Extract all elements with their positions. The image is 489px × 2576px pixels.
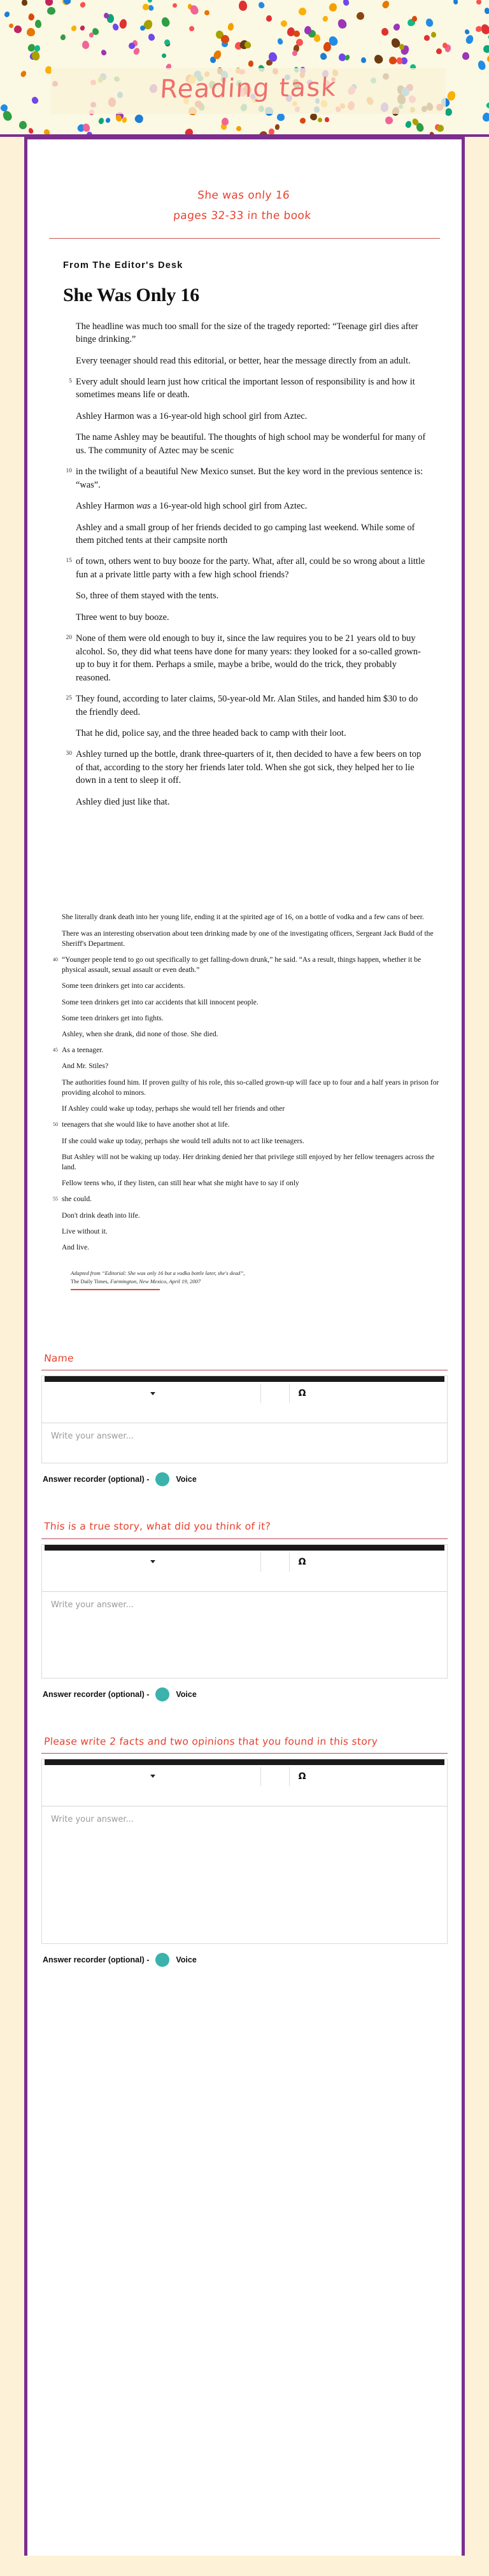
source-line-2 xyxy=(71,1277,418,1285)
confetti-dot xyxy=(82,40,90,49)
article-paragraph xyxy=(49,981,440,991)
editor-toolbar xyxy=(42,1551,447,1573)
bottom-padding xyxy=(27,1983,462,2009)
line-number xyxy=(63,500,76,512)
confetti-dot xyxy=(258,130,269,137)
line-number xyxy=(49,1227,62,1237)
article-paragraph xyxy=(49,1045,440,1055)
paragraph-text: If she could wake up today, perhaps she would tell adults not to act like teenagers. xyxy=(62,1136,304,1145)
confetti-dot xyxy=(329,3,338,12)
confetti-dot xyxy=(314,34,321,42)
confetti-dot xyxy=(360,57,366,64)
confetti-dot xyxy=(392,22,401,32)
confetti-dot xyxy=(483,45,489,53)
confetti-dot xyxy=(266,15,272,22)
confetti-dot xyxy=(304,26,311,35)
special-character-button[interactable] xyxy=(290,1765,443,1788)
question-list xyxy=(27,1351,462,1983)
article-paragraph xyxy=(49,929,440,949)
article-paragraph xyxy=(63,589,426,602)
line-number xyxy=(49,929,62,949)
line-number xyxy=(49,997,62,1008)
confetti-dot xyxy=(405,120,413,129)
answer-recorder xyxy=(41,1687,448,1701)
article-paragraph xyxy=(49,1227,440,1237)
confetti-dot xyxy=(372,53,384,64)
toolbar-second-row xyxy=(42,1788,447,1806)
article-paragraph xyxy=(49,1061,440,1071)
paragraph-text: None of them were old enough to buy it, since the law requires you to be 21 years old to buy alcohol. So, they did what teens have done for many years: they looked for a so-called grown-up to buy it for them. Perhaps a smile, maybe a bribe, would do the trick, they probably reasoned. xyxy=(76,633,421,683)
card-wrapper xyxy=(13,137,476,2556)
confetti-dot xyxy=(47,6,55,15)
confetti-dot xyxy=(13,25,22,33)
confetti-dot xyxy=(43,128,51,136)
article-paragraph xyxy=(63,693,426,719)
confetti-dot xyxy=(172,3,178,8)
toolbar-spacer xyxy=(261,1382,289,1405)
record-button-icon[interactable] xyxy=(155,1687,169,1701)
paragraph-text: But Ashley will not be waking up today. Her drinking denied her that privilege still enjoyed by her fellow teenagers across the land. xyxy=(62,1152,435,1171)
paragraph-text: “Younger people tend to go out specifically to get falling-down drunk,” he said. “As a result, things happen, whether it be physical assault, sexual assault or even death.” xyxy=(62,955,422,975)
paragraph-text: Ashley died just like that. xyxy=(76,796,170,807)
confetti-dot xyxy=(45,0,53,6)
confetti-dot xyxy=(184,127,195,137)
confetti-dot xyxy=(31,95,39,105)
confetti-dot xyxy=(22,0,27,6)
article-paragraph xyxy=(63,355,426,367)
article-source xyxy=(71,1269,418,1285)
answer-editor xyxy=(41,1376,448,1463)
confetti-dot xyxy=(342,0,349,6)
paragraph-text: Three went to buy booze. xyxy=(76,612,169,623)
source-line-1: Adapted from “Editorial: She was only 16 but a vodka bottle later, she's dead”, xyxy=(71,1270,245,1277)
voice-label[interactable]: Voice xyxy=(176,1475,197,1484)
line-number xyxy=(63,431,76,457)
article-paragraph xyxy=(49,1194,440,1204)
confetti-dot xyxy=(239,1,248,11)
confetti-dot xyxy=(20,70,28,78)
paragraph-text: Ashley and a small group of her friends decided to go camping last weekend. While some of them pitched tents at their campsite north xyxy=(76,522,415,546)
confetti-dot xyxy=(70,25,77,32)
source-publication: The Daily Times, xyxy=(71,1277,109,1284)
article-paragraph xyxy=(63,500,426,512)
paragraph-text: in the twilight of a beautiful New Mexico sunset. But the key word in the previous sentence is: “was”. xyxy=(76,467,423,490)
paragraph-text: And Mr. Stiles? xyxy=(62,1062,109,1071)
confetti-dot xyxy=(161,53,167,59)
content-card xyxy=(24,137,465,2556)
confetti-dot xyxy=(464,29,470,35)
confetti-dot xyxy=(291,50,298,57)
confetti-dot xyxy=(462,52,469,60)
chevron-down-icon[interactable] xyxy=(150,1392,155,1395)
confetti-dot xyxy=(4,11,11,18)
line-number: 10 xyxy=(66,468,72,475)
line-number xyxy=(49,981,62,991)
line-number: 20 xyxy=(66,635,72,642)
confetti-dot xyxy=(476,0,483,6)
confetti-dot xyxy=(164,39,171,45)
paragraph-text: They found, according to later claims, 50-year-old Mr. Alan Stiles, and handed him $30 to do the friendly deed. xyxy=(76,694,418,717)
confetti-dot xyxy=(412,16,418,22)
line-number xyxy=(63,727,76,740)
paragraph-text: Every teenager should read this editorial, or better, hear the message directly from an adult. xyxy=(76,355,411,366)
question-label: Please write 2 facts and two opinions that you found in this story xyxy=(43,1735,378,1747)
paragraph-text: She literally drank death into her young life, ending it at the spirited age of 16, on a bottle of vodka and a few cans of beer. xyxy=(62,913,424,922)
article-paragraph xyxy=(63,376,426,402)
article-paragraph xyxy=(49,1029,440,1039)
chevron-down-icon[interactable] xyxy=(150,1775,155,1778)
paragraph-text: she could. xyxy=(62,1195,92,1204)
confetti-dot xyxy=(258,1,266,9)
confetti-dot xyxy=(112,23,120,31)
confetti-dot xyxy=(236,125,242,132)
format-dropdown[interactable] xyxy=(46,1765,260,1788)
confetti-dot xyxy=(381,0,390,9)
confetti-dot xyxy=(380,27,388,36)
line-number: 40 xyxy=(53,956,58,962)
question-spacer xyxy=(41,1967,448,1983)
question-block-3 xyxy=(27,1735,462,1983)
paragraph-text: Fellow teens who, if they listen, can still hear what she might have to say if only xyxy=(62,1179,299,1188)
line-number: 30 xyxy=(66,750,72,757)
article-paragraph xyxy=(49,1211,440,1221)
line-number xyxy=(63,320,76,346)
confetti-dot xyxy=(482,113,489,122)
confetti-dot xyxy=(160,17,171,28)
line-number xyxy=(63,355,76,367)
confetti-dot xyxy=(275,123,280,129)
confetti-dot xyxy=(298,7,307,16)
confetti-dot xyxy=(320,52,328,61)
answer-editor xyxy=(41,1544,448,1679)
confetti-dot xyxy=(26,28,34,36)
confetti-dot xyxy=(486,55,489,64)
line-number xyxy=(49,1078,62,1098)
article-kicker: From The Editor's Desk xyxy=(63,260,183,271)
article-paragraph xyxy=(63,431,426,457)
article-paragraph xyxy=(49,997,440,1008)
article-paragraph xyxy=(63,320,426,346)
line-number: 15 xyxy=(66,558,72,565)
line-number xyxy=(63,521,76,547)
line-number xyxy=(63,410,76,423)
paragraph-text: If Ashley could wake up today, perhaps she would tell her friends and other xyxy=(62,1104,285,1113)
line-number xyxy=(49,1061,62,1071)
handwritten-task-title xyxy=(24,139,465,227)
confetti-dot xyxy=(122,116,128,123)
confetti-dot xyxy=(293,31,299,37)
line-number: 5 xyxy=(69,377,72,384)
confetti-dot xyxy=(134,113,144,123)
question-divider xyxy=(41,1538,448,1539)
confetti-dot xyxy=(79,25,85,31)
confetti-dot xyxy=(325,117,329,122)
article-paragraph xyxy=(49,1013,440,1024)
omega-icon[interactable]: Ω xyxy=(298,1556,306,1567)
task-title-line1: She was only 16 xyxy=(197,189,290,202)
confetti-dot xyxy=(431,31,437,38)
article-paragraph xyxy=(63,748,426,787)
line-number: 45 xyxy=(53,1047,58,1053)
line-number xyxy=(49,1029,62,1039)
article-paragraph xyxy=(49,955,440,975)
answer-editor xyxy=(41,1759,448,1944)
special-character-button[interactable] xyxy=(290,1551,443,1573)
confetti-dot xyxy=(227,22,234,31)
paragraph-text: Every adult should learn just how critical the important lesson of responsibility is and how it sometimes means life or death. xyxy=(76,376,415,400)
paragraph-text: Ashley turned up the bottle, drank three-quarters of it, then decided to have a few beers on top of that, according to the story her friends later told. When she got sick, they helped her to lie down in a tent to sleep it off. xyxy=(76,749,422,786)
confetti-dot xyxy=(453,0,458,4)
answer-recorder xyxy=(41,1472,448,1486)
recorder-label: Answer recorder (optional) - xyxy=(43,1689,150,1699)
answer-input[interactable]: Write your answer... xyxy=(51,1432,134,1442)
question-block-2 xyxy=(27,1519,462,1717)
paragraph-text: Some teen drinkers get into fights. xyxy=(62,1013,164,1022)
confetti-dot xyxy=(429,130,436,137)
line-number xyxy=(49,1178,62,1188)
article-paragraph xyxy=(49,912,440,922)
confetti-dot xyxy=(424,34,430,41)
editor-toolbar xyxy=(42,1382,447,1405)
source-details: Farmington, New Mexico, April 19, 2007 xyxy=(108,1277,201,1284)
line-number xyxy=(49,912,62,922)
article-paragraph xyxy=(63,465,426,491)
question-label: Name xyxy=(43,1353,74,1365)
article-body-bottom xyxy=(27,912,462,1290)
article-paragraph xyxy=(63,727,426,740)
confetti-dot xyxy=(384,115,395,126)
line-number: 55 xyxy=(53,1196,58,1202)
article-paragraph xyxy=(63,796,426,808)
confetti-dot xyxy=(425,17,434,27)
article-paragraph xyxy=(63,521,426,547)
paragraph-text: As a teenager. xyxy=(62,1046,104,1055)
line-number: 50 xyxy=(53,1122,58,1128)
confetti-dot xyxy=(336,18,348,30)
answer-input[interactable]: Write your answer... xyxy=(51,1814,134,1824)
confetti-dot xyxy=(147,32,155,41)
omega-icon[interactable]: Ω xyxy=(298,1388,306,1399)
article-paragraph-list xyxy=(63,320,426,809)
record-button-icon[interactable] xyxy=(155,1472,169,1486)
paragraph-text: There was an interesting observation about teen drinking made by one of the investigating officers, Sergeant Jack Budd of the Sheriff's Department. xyxy=(62,929,434,948)
paragraph-text: teenagers that she would like to have another shot at life. xyxy=(62,1120,230,1129)
page-title: Reading task xyxy=(159,73,338,104)
article-page-break xyxy=(27,817,462,912)
confetti-dot xyxy=(143,4,149,11)
confetti-dot xyxy=(28,127,34,134)
confetti-dot xyxy=(188,25,195,32)
article-paragraph xyxy=(49,1078,440,1098)
confetti-dot xyxy=(485,102,489,109)
editor-toolbar xyxy=(42,1765,447,1788)
format-dropdown[interactable] xyxy=(46,1382,260,1405)
confetti-dot xyxy=(34,20,41,28)
article-paragraph xyxy=(49,1120,440,1130)
paragraph-text: And live. xyxy=(62,1243,90,1252)
confetti-dot xyxy=(299,117,306,125)
article-paragraph xyxy=(63,555,426,581)
paragraph-text: Ashley Harmon was a 16-year-old high school girl from Aztec. xyxy=(76,501,308,512)
confetti-dot xyxy=(204,10,209,16)
question-block-1 xyxy=(27,1351,462,1503)
toolbar-spacer xyxy=(261,1551,289,1573)
paragraph-text: of town, others went to buy booze for the party. What, after all, could be so wrong about a little fun at a private little party with a few high school friends? xyxy=(76,556,425,580)
confetti-dot xyxy=(323,42,331,52)
question-spacer xyxy=(41,1486,448,1503)
article-paragraph xyxy=(49,1136,440,1146)
paragraph-text: The headline was much too small for the size of the tragedy reported: “Teenage girl dies after binge drinking.” xyxy=(76,321,418,345)
confetti-dot xyxy=(295,38,303,46)
confetti-dot xyxy=(98,117,105,125)
confetti-dot xyxy=(484,8,489,15)
answer-input[interactable]: Write your answer... xyxy=(51,1600,134,1610)
paragraph-text: Don't drink death into life. xyxy=(62,1211,140,1220)
chevron-down-icon[interactable] xyxy=(150,1560,155,1563)
line-number xyxy=(49,1104,62,1114)
article-paragraph xyxy=(63,611,426,624)
editor-top-bar xyxy=(45,1545,444,1551)
article-headline: She Was Only 16 xyxy=(63,284,200,306)
confetti-dot xyxy=(277,113,285,121)
confetti-dot xyxy=(105,117,111,124)
editor-top-bar xyxy=(45,1759,444,1765)
special-character-button[interactable] xyxy=(290,1382,443,1405)
confetti-dot xyxy=(79,1,86,9)
confetti-dot xyxy=(277,38,284,45)
confetti-dot xyxy=(222,117,229,125)
question-divider xyxy=(41,1753,448,1754)
confetti-dot xyxy=(436,48,442,54)
confetti-dot xyxy=(478,60,487,71)
paragraph-text: Ashley, when she drank, did none of those. She died. xyxy=(62,1030,218,1039)
page-header xyxy=(0,0,489,137)
confetti-dot xyxy=(280,19,288,27)
toolbar-second-row xyxy=(42,1405,447,1423)
article-paragraph xyxy=(63,632,426,684)
paragraph-text: Some teen drinkers get into car accidents that kill innocent people. xyxy=(62,997,259,1006)
paragraph-text: So, three of them stayed with the tents. xyxy=(76,591,219,602)
confetti-dot xyxy=(221,34,229,43)
article-paragraph xyxy=(49,1178,440,1188)
paragraph-text: The authorities found him. If proven guilty of his role, this so-called grown-up will face up to four and a half years in prison for providing alcohol to minors. xyxy=(62,1078,439,1097)
paragraph-text: Some teen drinkers get into car accidents. xyxy=(62,982,185,990)
confetti-dot xyxy=(82,122,91,132)
recorder-label: Answer recorder (optional) - xyxy=(43,1955,150,1964)
article-paragraph xyxy=(63,410,426,423)
confetti-dot xyxy=(8,22,14,29)
line-number xyxy=(49,1152,62,1172)
toolbar-second-row xyxy=(42,1573,447,1591)
editor-top-bar xyxy=(45,1376,444,1382)
line-number xyxy=(63,589,76,602)
line-number xyxy=(63,611,76,624)
confetti-dot xyxy=(322,15,329,22)
voice-label[interactable]: Voice xyxy=(176,1955,197,1964)
article-paragraph-list-2 xyxy=(49,912,440,1253)
confetti-dot xyxy=(18,121,27,130)
article-paragraph xyxy=(49,1152,440,1172)
line-number: 25 xyxy=(66,695,72,702)
confetti-dot xyxy=(317,117,322,122)
confetti-dot xyxy=(87,131,93,137)
line-number xyxy=(49,1242,62,1253)
line-number xyxy=(49,1211,62,1221)
section-spacer xyxy=(27,1290,462,1335)
answer-recorder xyxy=(41,1953,448,1967)
confetti-dot xyxy=(100,49,107,57)
question-spacer xyxy=(41,1701,448,1718)
confetti-dot xyxy=(119,18,128,29)
confetti-dot xyxy=(60,34,66,40)
toolbar-spacer xyxy=(261,1765,289,1788)
voice-label[interactable]: Voice xyxy=(176,1689,197,1699)
confetti-dot xyxy=(464,34,474,45)
omega-icon[interactable]: Ω xyxy=(298,1771,306,1782)
task-title-line2: pages 32-33 in the book xyxy=(173,209,312,223)
line-number xyxy=(49,1136,62,1146)
format-dropdown[interactable] xyxy=(46,1551,260,1573)
confetti-dot xyxy=(356,11,365,20)
paragraph-text: Ashley Harmon was a 16-year-old high school girl from Aztec. xyxy=(76,411,308,421)
paragraph-text: Live without it. xyxy=(62,1227,108,1235)
paragraph-text: The name Ashley may be beautiful. The thoughts of high school may be wonderful for many of us. The community of Aztec may be scenic xyxy=(76,432,426,456)
recorder-label: Answer recorder (optional) - xyxy=(43,1475,150,1484)
line-number xyxy=(49,1013,62,1024)
article-body-top xyxy=(27,239,462,809)
article-paragraph xyxy=(49,1104,440,1114)
paragraph-text: That he did, police say, and the three headed back to camp with their loot. xyxy=(76,728,346,739)
article-paragraph xyxy=(49,1242,440,1253)
question-label: This is a true story, what did you think of it? xyxy=(43,1521,271,1533)
confetti-dot xyxy=(148,0,153,3)
record-button-icon[interactable] xyxy=(155,1953,169,1967)
line-number xyxy=(63,796,76,808)
